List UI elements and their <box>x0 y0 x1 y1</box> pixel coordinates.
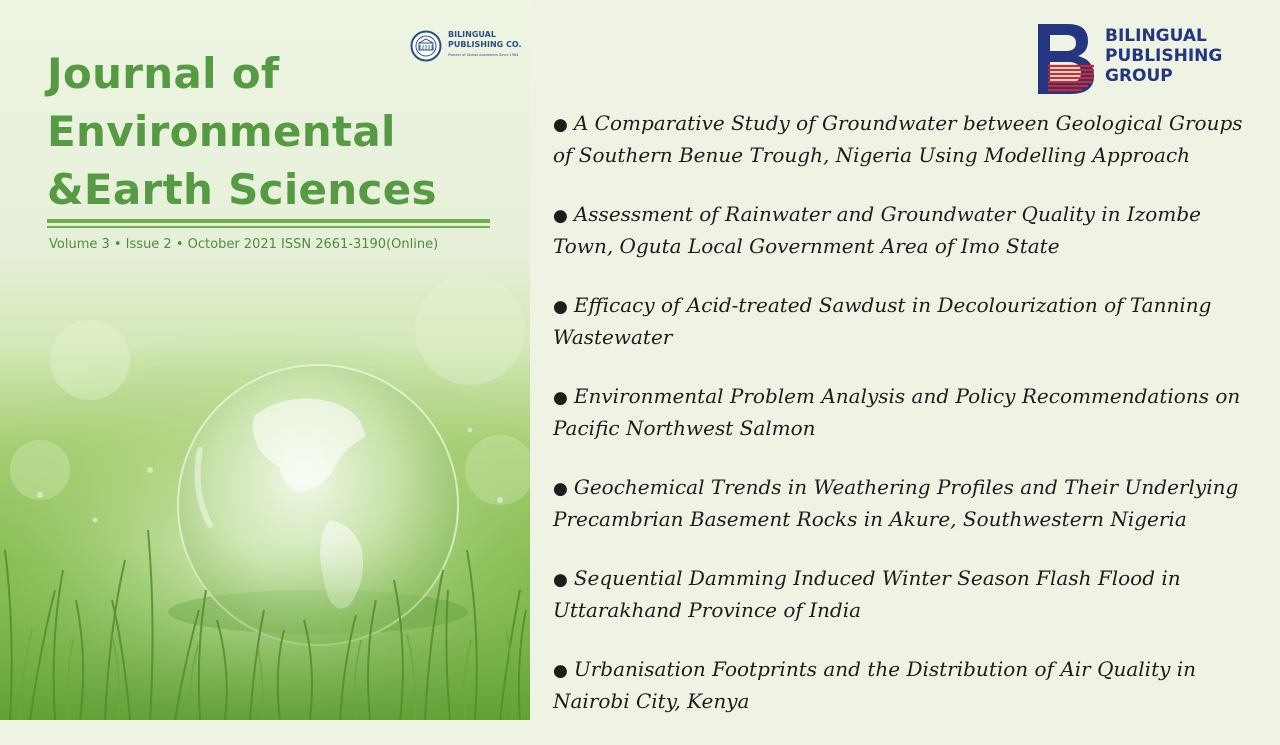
article-title: Sequential Damming Induced Winter Season Flash Flood in Uttarakhand Province of India <box>553 566 1181 622</box>
bpc-name-line1: BILINGUAL <box>448 30 496 39</box>
article-title: Geochemical Trends in Weathering Profiles and Their Underlying Precambrian Basement Rocks in Akure, Southwestern Nigeria <box>553 475 1239 531</box>
article-item <box>553 199 1253 259</box>
article-item <box>553 290 1253 350</box>
article-item <box>553 654 1253 714</box>
bullet-icon: ● <box>553 388 568 408</box>
article-list <box>553 108 1253 745</box>
bpg-name <box>1105 26 1222 86</box>
bullet-icon: ● <box>553 206 568 226</box>
article-item <box>553 381 1253 441</box>
title-divider-thin <box>47 226 490 228</box>
journal-title-line-2: Environmental <box>47 107 396 156</box>
bpg-name-line-1: BILINGUAL <box>1105 26 1207 46</box>
bullet-icon: ● <box>553 661 568 681</box>
bpg-name-line-3: GROUP <box>1105 66 1173 86</box>
journal-cover <box>0 0 530 720</box>
bpc-tagline: Pioneer of Global Academics Since 1984 <box>448 53 519 57</box>
bpc-name <box>448 30 522 50</box>
bullet-icon: ● <box>553 570 568 590</box>
article-title: A Comparative Study of Groundwater between Geological Groups of Southern Benue Trough, Nigeria Using Modelling Approach <box>553 111 1243 167</box>
article-item <box>553 108 1253 168</box>
article-title: Efficacy of Acid-treated Sawdust in Decolourization of Tanning Wastewater <box>553 293 1212 349</box>
bilingual-publishing-group-logo <box>1038 24 1268 96</box>
bpg-name-line-2: PUBLISHING <box>1105 46 1223 66</box>
issue-info: Volume 3 • Issue 2 • October 2021 ISSN 2661-3190(Online) <box>49 237 439 252</box>
journal-title-line-1: Journal of <box>47 49 280 98</box>
bpc-name-line2: PUBLISHING CO. <box>448 40 522 49</box>
article-item <box>553 563 1253 623</box>
article-title: Environmental Problem Analysis and Policy Recommendations on Pacific Northwest Salmon <box>553 384 1241 440</box>
journal-title-line-3: &Earth Sciences <box>47 165 437 214</box>
article-title: Urbanisation Footprints and the Distribution of Air Quality in Nairobi City, Kenya <box>553 657 1197 713</box>
bullet-icon: ● <box>553 115 568 135</box>
bpg-b-logo-icon <box>1038 24 1096 94</box>
journal-title <box>47 45 437 219</box>
bullet-icon: ● <box>553 297 568 317</box>
article-title: Assessment of Rainwater and Groundwater Quality in Izombe Town, Oguta Local Government Area of Imo State <box>553 202 1201 258</box>
bullet-icon: ● <box>553 479 568 499</box>
title-divider-thick <box>47 219 490 223</box>
article-item <box>553 472 1253 532</box>
